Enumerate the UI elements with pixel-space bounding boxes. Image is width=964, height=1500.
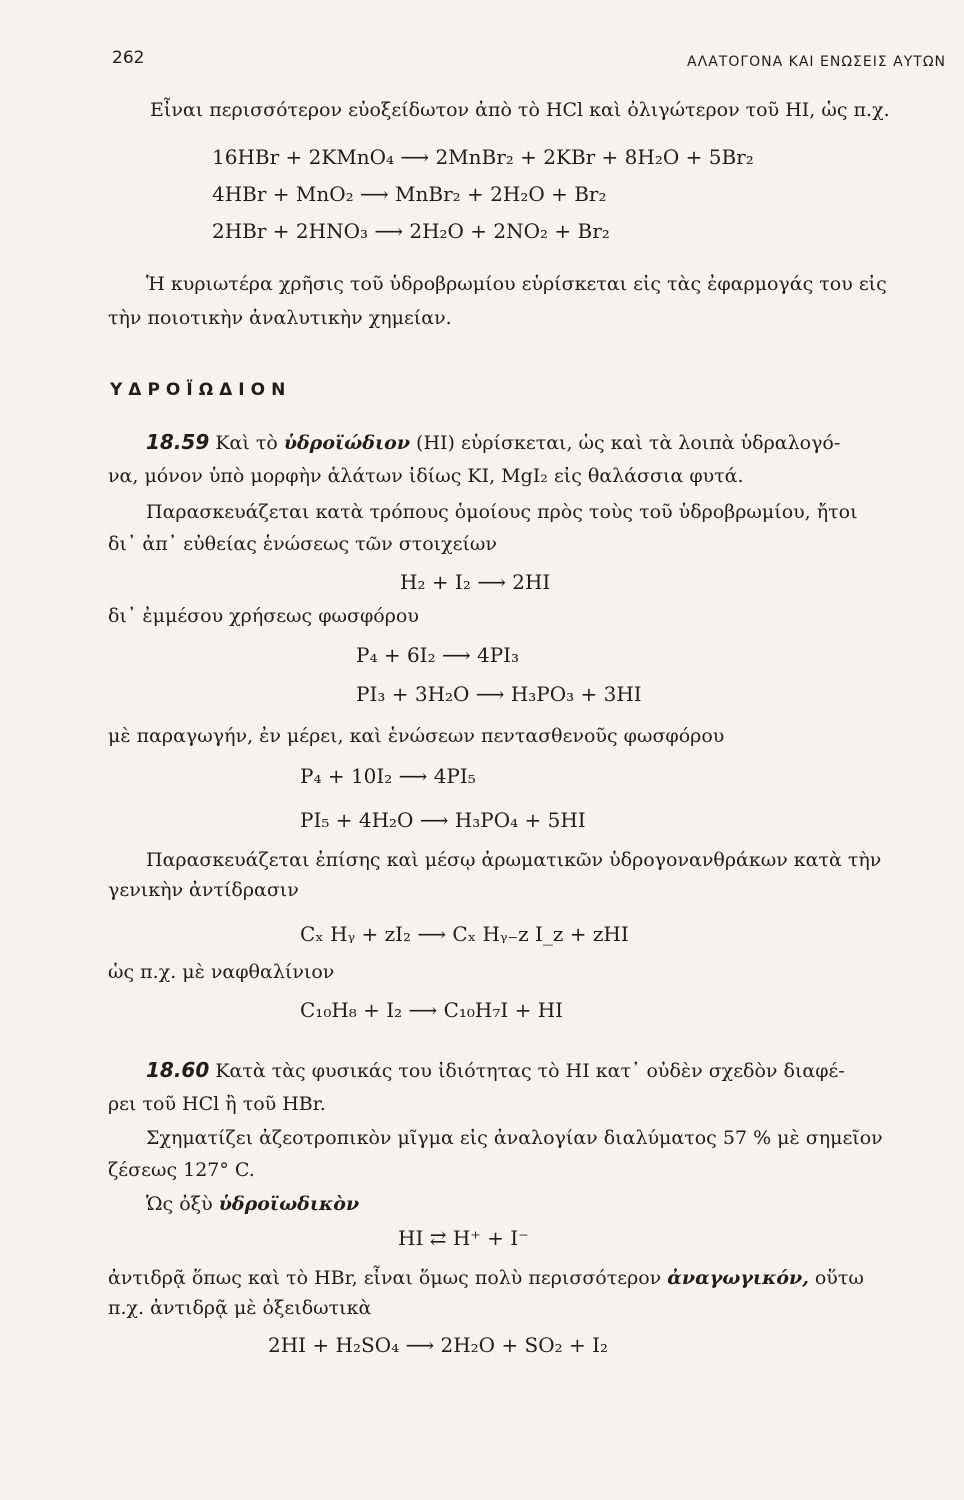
text-line: δι᾽ ἀπ᾽ εὐθείας ἑνώσεως τῶν στοιχείων [108, 533, 497, 555]
section-number: 18.59 [146, 430, 210, 454]
term: ἀναγωγικόν, [667, 1267, 809, 1289]
text-fragment: ἀντιδρᾷ ὅπως καὶ τὸ HBr, εἶναι ὅμως πολὺ περισσότερον [108, 1267, 662, 1289]
text-fragment: (HI) εὑρίσκεται, ὡς καὶ τὰ λοιπὰ ὑδραλογό- [416, 432, 841, 454]
text-line: γενικὴν ἀντίδρασιν [108, 879, 299, 901]
text-line: να, μόνον ὑπὸ μορφὴν ἁλάτων ἰδίως KI, MgI₂ εἰς θαλάσσια φυτά. [108, 465, 744, 487]
equation: PI₃ + 3H₂O ⟶ H₃PO₃ + 3HI [356, 682, 642, 706]
page-number: 262 [112, 48, 145, 68]
equation: C₁₀H₈ + I₂ ⟶ C₁₀H₇I + HI [300, 998, 564, 1022]
equation: P₄ + 6I₂ ⟶ 4PI₃ [356, 643, 520, 667]
equation: 2HBr + 2HNO₃ ⟶ 2H₂O + 2NO₂ + Br₂ [212, 219, 610, 243]
text-line: π.χ. ἀντιδρᾷ μὲ ὀξειδωτικὰ [108, 1297, 372, 1319]
running-title: ΑΛΑΤΟΓΟΝΑ ΚΑΙ ΕΝΩΣΕΙΣ ΑΥΤΩΝ [687, 54, 946, 70]
text-line: Σχηματίζει ἀζεοτροπικὸν μῖγμα εἰς ἀναλογίαν διαλύματος 57 % μὲ σημεῖον [146, 1127, 883, 1149]
text-line: μὲ παραγωγήν, ἐν μέρει, καὶ ἑνώσεων πεντασθενοῦς φωσφόρου [108, 725, 725, 747]
paragraph-start [146, 430, 840, 455]
text-line [108, 1266, 864, 1290]
text-fragment: Κατὰ τὰς φυσικάς του ἰδιότητας τὸ HI κατ᾽ οὐδὲν σχεδὸν διαφέ- [215, 1060, 845, 1082]
text-line: Παρασκευάζεται κατὰ τρόπους ὁμοίους πρὸς τοὺς τοῦ ὑδροβρωμίου, ἤτοι [146, 501, 858, 523]
text-line [146, 1192, 359, 1216]
text-line: ζέσεως 127° C. [108, 1159, 255, 1181]
term: ὑδροϊώδιον [283, 432, 410, 454]
text-line: Ἡ κυριωτέρα χρῆσις τοῦ ὑδροβρωμίου εὑρίσκεται εἰς τὰς ἐφαρμογάς του εἰς [146, 273, 887, 295]
term: ὑδροϊωδικὸν [218, 1193, 360, 1215]
section-number: 18.60 [146, 1058, 210, 1082]
text-line: ὡς π.χ. μὲ ναφθαλίνιον [108, 961, 335, 983]
text-line: ρει τοῦ HCl ἢ τοῦ HBr. [108, 1093, 326, 1115]
section-title: ΥΔΡΟΪΩΔΙΟΝ [110, 380, 292, 400]
equation: Cₓ Hᵧ + zI₂ ⟶ Cₓ Hᵧ₋z I_z + zHI [300, 922, 629, 946]
equation: HI ⇄ H⁺ + I⁻ [398, 1226, 529, 1250]
text-line: Παρασκευάζεται ἐπίσης καὶ μέσῳ ἀρωματικῶν ὑδρογονανθράκων κατὰ τὴν [146, 849, 882, 871]
text-line: δι᾽ ἐμμέσου χρήσεως φωσφόρου [108, 605, 419, 627]
text-line: Εἶναι περισσότερον εὐοξείδωτον ἀπὸ τὸ HCl καὶ ὀλιγώτερον τοῦ HI, ὡς π.χ. [150, 99, 890, 121]
text-line: τὴν ποιοτικὴν ἀναλυτικὴν χημείαν. [108, 307, 452, 329]
text-fragment: Ὡς ὀξὺ [146, 1193, 213, 1215]
equation: H₂ + I₂ ⟶ 2HI [400, 570, 551, 594]
equation: PI₅ + 4H₂O ⟶ H₃PO₄ + 5HI [300, 808, 586, 832]
equation: 2HI + H₂SO₄ ⟶ 2H₂O + SO₂ + I₂ [268, 1333, 609, 1357]
text-fragment: Καὶ τὸ [215, 432, 278, 454]
equation: 16HBr + 2KMnO₄ ⟶ 2MnBr₂ + 2KBr + 8H₂O + 5Br₂ [212, 145, 754, 169]
equation: 4HBr + MnO₂ ⟶ MnBr₂ + 2H₂O + Br₂ [212, 182, 607, 206]
text-fragment: οὕτω [814, 1267, 864, 1289]
paragraph-start [146, 1058, 845, 1083]
equation: P₄ + 10I₂ ⟶ 4PI₅ [300, 764, 476, 788]
